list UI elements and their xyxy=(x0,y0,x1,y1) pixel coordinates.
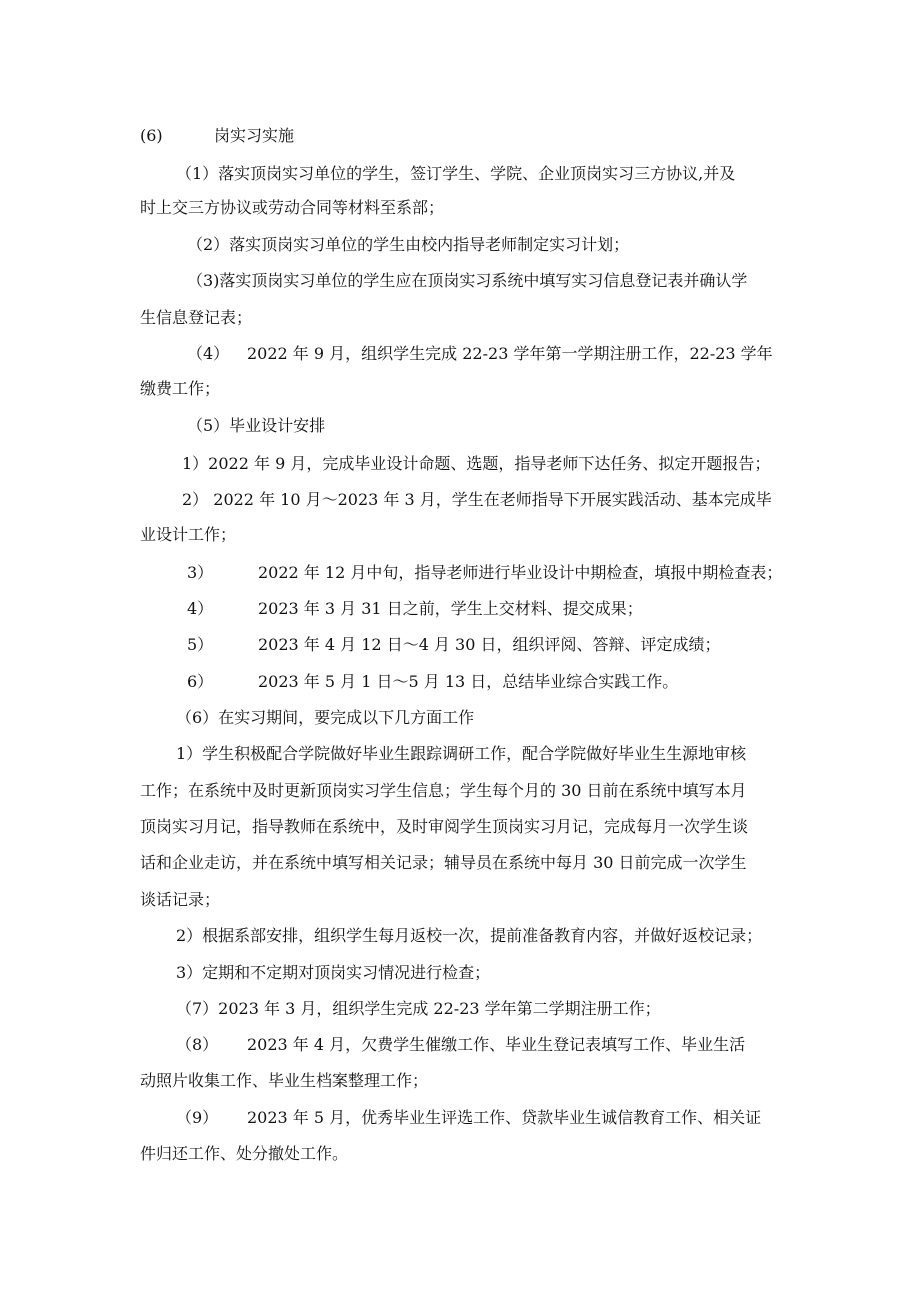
paragraph-line xyxy=(0,342,920,366)
paragraph-line xyxy=(0,1033,920,1057)
work-1-line-3: 顶岗实习月记，指导教师在系统中，及时审阅学生顶岗实习月记，完成每月一次学生谈 xyxy=(140,817,749,836)
item-4-number: （4） xyxy=(187,344,230,363)
item-4-line-1: 2022 年 9 月，组织学生完成 22-23 学年第一学期注册工作，22-23 学年 xyxy=(247,344,773,363)
item-3-line-2: 生信息登记表； xyxy=(140,308,253,327)
design-3-number: 3） xyxy=(187,563,214,582)
paragraph-line xyxy=(0,1106,920,1130)
paragraph-line xyxy=(0,1069,920,1093)
item-4-line-2: 缴费工作； xyxy=(140,379,221,398)
item-1-line-1: （1）落实顶岗实习单位的学生，签订学生、学院、企业顶岗实习三方协议,并及 xyxy=(176,164,736,183)
paragraph-line xyxy=(0,561,920,585)
item-3-line-1: （3)落实顶岗实习单位的学生应在顶岗实习系统中填写实习信息登记表并确认学 xyxy=(187,271,748,290)
paragraph-line xyxy=(0,670,920,694)
item-8-line-2: 动照片收集工作、毕业生档案整理工作； xyxy=(140,1071,429,1090)
paragraph-line xyxy=(0,1142,920,1166)
paragraph-line xyxy=(0,196,920,220)
paragraph-line xyxy=(0,633,920,657)
design-2-line-2: 业设计工作； xyxy=(140,525,237,544)
paragraph-line xyxy=(0,888,920,912)
design-2-line-1: 2） 2022 年 10 月～2023 年 3 月，学生在老师指导下开展实践活动、基本完成毕 xyxy=(182,490,772,509)
item-6-line-1: （6）在实习期间，要完成以下几方面工作 xyxy=(176,708,475,727)
work-2-line-1: 2）根据系部安排，组织学生每月返校一次，提前准备教育内容，并做好返校记录； xyxy=(176,926,763,945)
item-9-number: （9） xyxy=(176,1108,219,1127)
section-heading xyxy=(0,124,920,148)
paragraph-line xyxy=(0,742,920,766)
work-1-line-5: 谈话记录； xyxy=(140,890,221,909)
paragraph-line xyxy=(0,815,920,839)
paragraph-line xyxy=(0,452,920,476)
paragraph-line xyxy=(0,851,920,875)
design-6-number: 6） xyxy=(187,672,214,691)
paragraph-line xyxy=(0,306,920,330)
item-2-line-1: （2）落实顶岗实习单位的学生由校内指导老师制定实习计划； xyxy=(187,235,630,254)
section-title: 岗实习实施 xyxy=(214,126,295,145)
design-4-number: 4） xyxy=(187,599,214,618)
design-5-number: 5） xyxy=(187,635,214,654)
paragraph-line xyxy=(0,706,920,730)
item-9-line-1: 2023 年 5 月，优秀毕业生评选工作、贷款毕业生诚信教育工作、相关证 xyxy=(247,1108,762,1127)
paragraph-line xyxy=(0,414,920,438)
item-8-line-1: 2023 年 4 月，欠费学生催缴工作、毕业生登记表填写工作、毕业生活 xyxy=(247,1035,746,1054)
paragraph-line xyxy=(0,997,920,1021)
design-1-line-1: 1）2022 年 9 月，完成毕业设计命题、选题，指导老师下达任务、拟定开题报告； xyxy=(182,454,771,473)
item-1-line-2: 时上交三方协议或劳动合同等材料至系部； xyxy=(140,198,445,217)
paragraph-line xyxy=(0,523,920,547)
work-1-line-1: 1）学生积极配合学院做好毕业生跟踪调研工作，配合学院做好毕业生生源地审核 xyxy=(176,744,747,763)
paragraph-line xyxy=(0,961,920,985)
design-4-text: 2023 年 3 月 31 日之前，学生上交材料、提交成果； xyxy=(258,599,643,618)
item-7-line-1: （7）2023 年 3 月，组织学生完成 22-23 学年第二学期注册工作； xyxy=(176,999,661,1018)
paragraph-line xyxy=(0,377,920,401)
design-5-text: 2023 年 4 月 12 日～4 月 30 日，组织评阅、答辩、评定成绩； xyxy=(258,635,721,654)
paragraph-line xyxy=(0,233,920,257)
paragraph-line xyxy=(0,488,920,512)
item-5-line-1: （5）毕业设计安排 xyxy=(187,416,326,435)
item-9-line-2: 件归还工作、处分撤处工作。 xyxy=(140,1144,349,1163)
paragraph-line xyxy=(0,779,920,803)
section-number: (6) xyxy=(140,126,163,145)
paragraph-line xyxy=(0,162,920,186)
design-6-text: 2023 年 5 月 1 日～5 月 13 日，总结毕业综合实践工作。 xyxy=(258,672,679,691)
work-3-line-1: 3）定期和不定期对顶岗实习情况进行检查； xyxy=(176,963,491,982)
paragraph-line xyxy=(0,597,920,621)
work-1-line-2: 工作；在系统中及时更新顶岗实习学生信息；学生每个月的 30 日前在系统中填写本月 xyxy=(140,781,747,800)
work-1-line-4: 话和企业走访，并在系统中填写相关记录；辅导员在系统中每月 30 日前完成一次学生 xyxy=(140,853,747,872)
paragraph-line xyxy=(0,269,920,293)
paragraph-line xyxy=(0,924,920,948)
design-3-text: 2022 年 12 月中旬，指导老师进行毕业设计中期检查，填报中期检查表； xyxy=(258,563,783,582)
item-8-number: （8） xyxy=(176,1035,219,1054)
